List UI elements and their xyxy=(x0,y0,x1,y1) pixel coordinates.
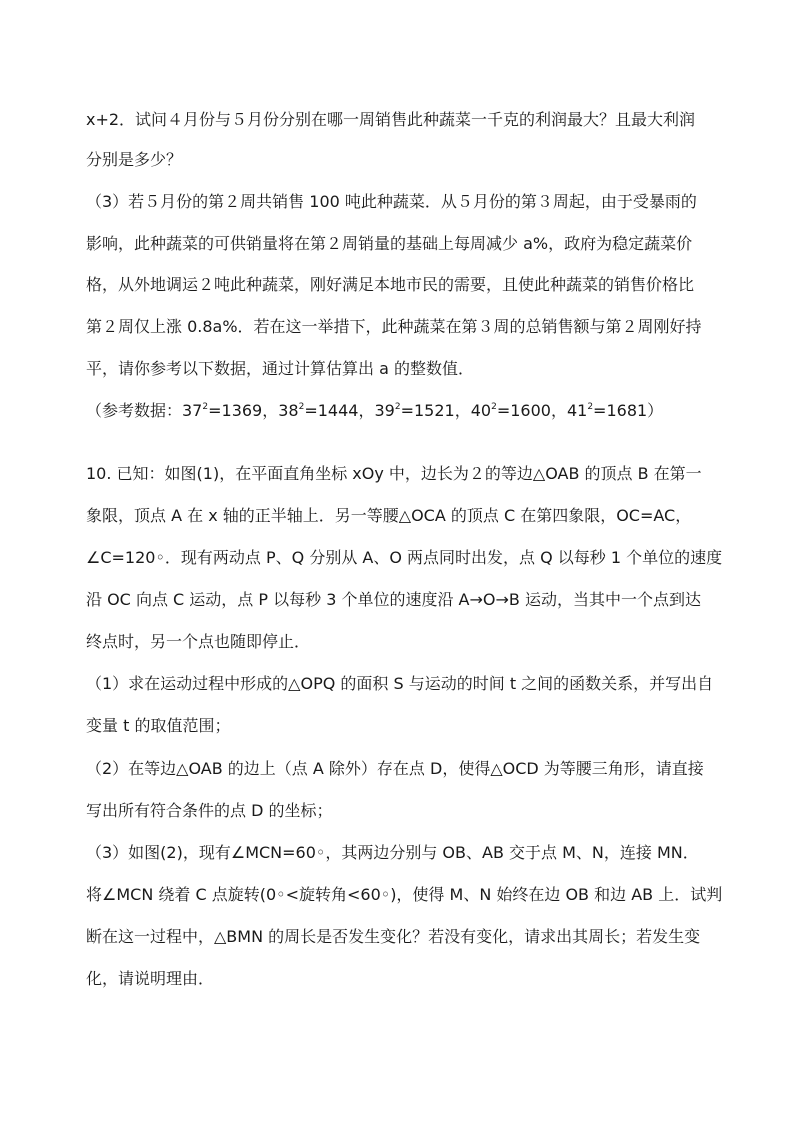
q10-part3-line-4: 化，请说明理由． xyxy=(86,969,215,988)
q10-text-line-3: ∠C=120◦．现有两动点 P、Q 分别从 A、O 两点同时出发，点 Q 以每秒 1 个单位的速度 xyxy=(86,548,723,567)
q9-part3-line-4: 第２周仅上涨 0.8a%．若在这一举措下，此种蔬菜在第３周的总销售额与第２周刚好持 xyxy=(86,317,702,336)
q10-text-line-5: 终点时，另一个点也随即停止． xyxy=(86,632,311,651)
q10-part2-line-1: （2）在等边△OAB 的边上（点 A 除外）存在点 D，使得△OCD 为等腰三角形，请直接 xyxy=(86,759,704,778)
q10-part3-line-2: 将∠MCN 绕着 C 点旋转(0◦<旋转角<60◦)，使得 M、N 始终在边 OB 和边 AB 上．试判 xyxy=(86,885,723,904)
q9-reference-data: （参考数据：$37^2=1369$，$38^2=1444$，$39^2=1521$，$40^2=1600$，$41^2=1681$） xyxy=(86,401,664,420)
q10-text-line-4: 沿 OC 向点 C 运动，点 P 以每秒 3 个单位的速度沿 A→O→B 运动，当其中一个点到达 xyxy=(86,590,701,609)
q10-part1-line-2: 变量 t 的取值范围； xyxy=(86,716,231,735)
q9-part3-line-5: 平，请你参考以下数据，通过计算估算出 a 的整数值． xyxy=(86,359,474,378)
q9-part3-line-1: （3）若５月份的第２周共销售 100 吨此种蔬菜．从５月份的第３周起，由于受暴雨的 xyxy=(86,192,697,211)
q9-text-line-1: x+2．试问４月份与５月份分别在哪一周销售此种蔬菜一千克的利润最大？且最大利润 xyxy=(86,110,696,129)
q10-part3-line-1: （3）如图(2)，现有∠MCN=60◦，其两边分别与 OB、AB 交于点 M、N，连接 MN． xyxy=(86,843,699,862)
q9-part3-line-2: 影响，此种蔬菜的可供销量将在第２周销量的基础上每周减少 a%，政府为稳定蔬菜价 xyxy=(86,234,693,253)
q10-text-line-2: 象限，顶点 A 在 x 轴的正半轴上．另一等腰△OCA 的顶点 C 在第四象限，OC=AC， xyxy=(86,506,692,525)
q10-part2-line-2: 写出所有符合条件的点 D 的坐标； xyxy=(86,801,333,820)
q10-text-line-1: 10. 已知：如图(1)，在平面直角坐标 xOy 中，边长为２的等边△OAB 的顶点 B 在第一 xyxy=(86,464,702,483)
q9-text-line-2: 分别是多少？ xyxy=(86,150,183,169)
q10-part1-line-1: （1）求在运动过程中形成的△OPQ 的面积 S 与运动的时间 t 之间的函数关系，并写出自 xyxy=(86,674,714,693)
q10-part3-line-3: 断在这一过程中，△BMN 的周长是否发生变化？若没有变化，请求出其周长；若发生变 xyxy=(86,927,701,946)
q9-part3-line-3: 格，从外地调运２吨此种蔬菜，刚好满足本地市民的需要，且使此种蔬菜的销售价格比 xyxy=(86,275,695,294)
